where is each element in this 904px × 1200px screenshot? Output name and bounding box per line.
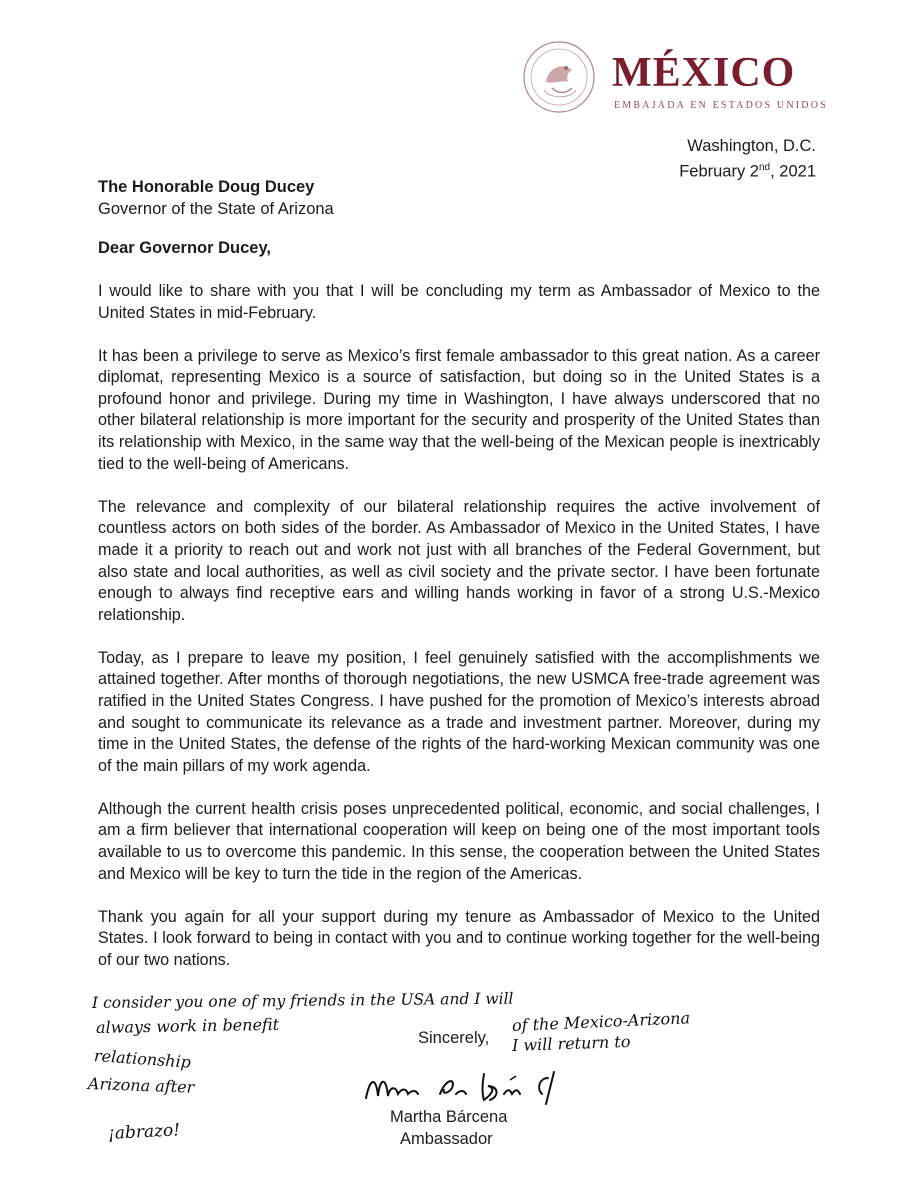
- body-paragraph: Although the current health crisis poses unprecedented political, economic, and social challenges, I am a firm believer that international cooperation will keep on being one of the most important tools available to us to overcome this pandemic. In this sense, the cooperation between the United States and Mexico will be key to turn the tide in the region of the Americas.: [98, 799, 820, 883]
- body-paragraph: Thank you again for all your support during my tenure as Ambassador of Mexico to the United States. I look forward to being in contact with you and to continue working together for the well-being of our two nations.: [98, 907, 820, 969]
- body-paragraph: Today, as I prepare to leave my position, I feel genuinely satisfied with the accomplishments we attained together. After months of thorough negotiations, the new USMCA free-trade agreement was ratified in the United States Congress. I have pushed for the promotion of Mexico’s interests abroad and sought to communicate its relevance as a trade and investment partner. Moreover, during my time in the United States, the defense of the rights of the hard-working Mexican community was one of the main pillars of my work agenda.: [98, 648, 820, 775]
- signatory-name: Martha Bárcena: [390, 1108, 508, 1126]
- letter-body: [98, 281, 820, 993]
- letterhead-brand: MÉXICO: [612, 50, 796, 96]
- body-paragraph: I would like to share with you that I will be concluding my term as Ambassador of Mexico to the United States in mid-February.: [98, 282, 820, 322]
- handwritten-note-line: Arizona after: [87, 1074, 195, 1097]
- mexico-coat-of-arms-icon: [518, 38, 600, 116]
- closing: Sincerely,: [418, 1029, 490, 1047]
- letter-place: Washington, D.C.: [687, 137, 816, 155]
- handwritten-note-line: I will return to: [511, 1031, 631, 1055]
- salutation: Dear Governor Ducey,: [98, 239, 272, 257]
- handwritten-note-line: of the Mexico-Arizona: [511, 1008, 691, 1035]
- body-paragraph: It has been a privilege to serve as Mexico’s first female ambassador to this great nation. As a career diplomat, representing Mexico is a source of satisfaction, but doing so in the United States is a profound honor and privilege. During my time in Washington, I have always underscored that no other bilateral relationship is more important for the security and prosperity of the United States than its relationship with Mexico, in the same way that the well-being of the Mexican people is inextricably tied to the well-being of Americans.: [98, 346, 820, 473]
- signatory-role: Ambassador: [400, 1130, 493, 1148]
- body-paragraph: The relevance and complexity of our bilateral relationship requires the active involvement of countless actors on both sides of the border. As Ambassador of Mexico in the United States, I have made it a priority to reach out and work not just with all branches of the Federal Government, but also state and local authorities, as well as civil society and the private sector. I have been fortunate enough to always find receptive ears and willing hands working in favor of a strong U.S.-Mexico relationship.: [98, 497, 820, 624]
- handwritten-signature: [360, 1064, 580, 1108]
- addressee-title: Governor of the State of Arizona: [98, 200, 334, 218]
- handwritten-note-line: always work in benefit: [95, 1014, 280, 1037]
- addressee-name: The Honorable Doug Ducey: [98, 178, 315, 196]
- handwritten-note-line: I consider you one of my friends in the USA and I will: [91, 989, 514, 1012]
- handwritten-note-line: relationship: [93, 1046, 192, 1072]
- letter-date: February 2nd, 2021: [679, 162, 816, 181]
- letterhead-subtitle: EMBAJADA EN ESTADOS UNIDOS: [614, 100, 828, 111]
- handwritten-note-line: ¡abrazo!: [107, 1120, 181, 1144]
